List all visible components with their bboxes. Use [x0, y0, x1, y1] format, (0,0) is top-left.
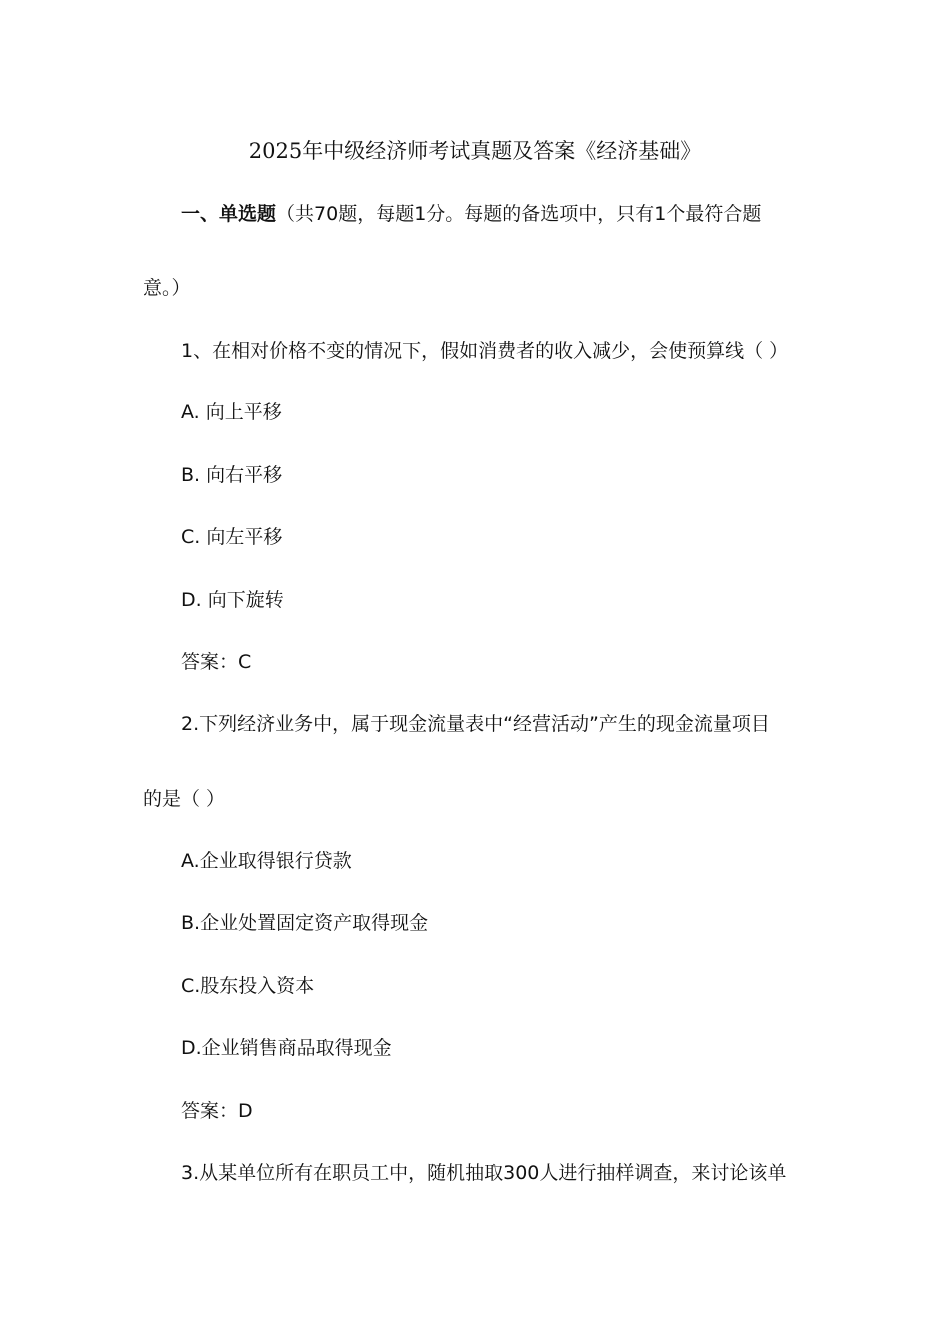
section-intro-continued: 意。）	[143, 277, 191, 299]
question-2-option-a: A.企业取得银行贷款	[181, 850, 352, 872]
question-1-answer: 答案：C	[181, 651, 252, 673]
question-1-option-b: B. 向右平移	[181, 464, 283, 486]
question-1-stem: 1、在相对价格不变的情况下，假如消费者的收入减少，会使预算线（ ）	[181, 340, 789, 362]
question-2-option-c: C.股东投入资本	[181, 975, 315, 997]
question-1-option-a: A. 向上平移	[181, 401, 282, 423]
question-1-option-c: C. 向左平移	[181, 526, 283, 548]
document-title: 2025年中级经济师考试真题及答案《经济基础》	[248, 139, 702, 163]
section-intro	[181, 202, 761, 226]
question-2-answer: 答案：D	[181, 1100, 253, 1122]
question-2-option-d: D.企业销售商品取得现金	[181, 1037, 392, 1059]
question-1-option-d: D. 向下旋转	[181, 589, 284, 611]
section-intro-text: （共70题，每题1分。每题的备选项中，只有1个最符合题	[276, 203, 762, 225]
section-heading: 一、单选题	[181, 203, 277, 225]
question-2-option-b: B.企业处置固定资产取得现金	[181, 912, 429, 934]
question-2-stem-continued: 的是（ ）	[143, 788, 226, 810]
question-2-stem: 2.下列经济业务中，属于现金流量表中“经营活动”产生的现金流量项目	[181, 713, 770, 735]
question-3-stem: 3.从某单位所有在职员工中，随机抽取300人进行抽样调查，来讨论该单	[181, 1162, 787, 1184]
